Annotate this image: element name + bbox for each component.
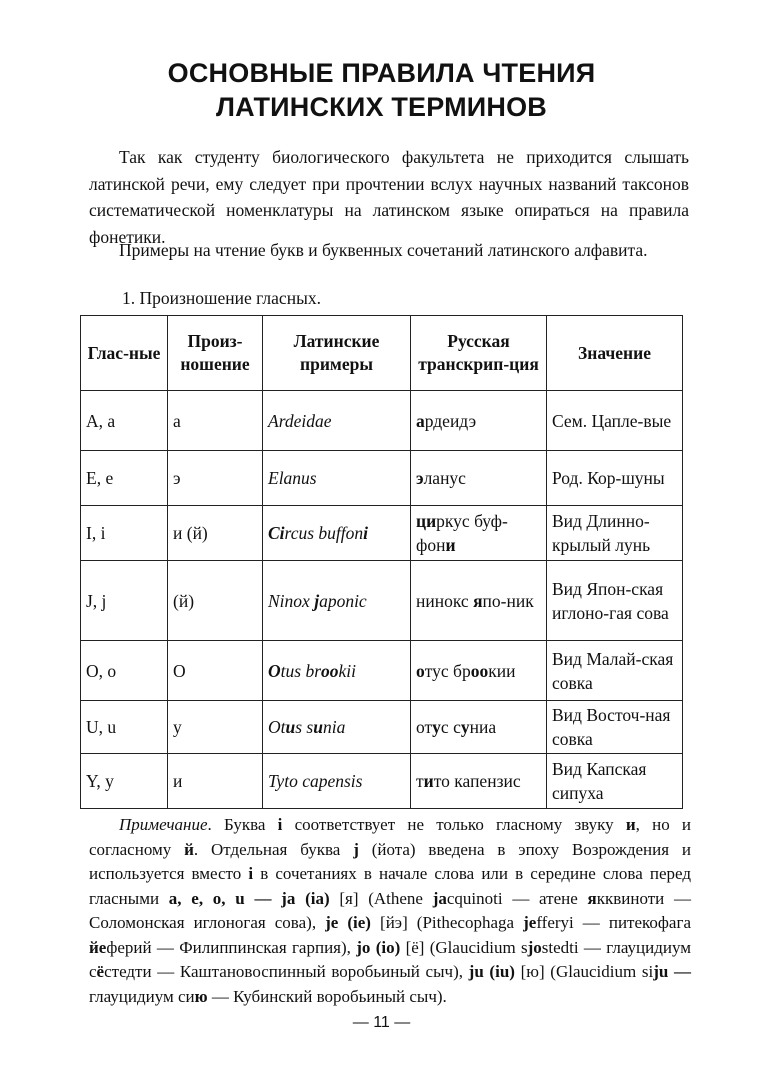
header-meaning: Значение	[547, 316, 683, 391]
meaning-cell: Вид Длинно-крылый лунь	[547, 506, 683, 561]
vowel-cell: A, a	[81, 391, 168, 451]
table-row	[81, 391, 683, 451]
latin-segment: s s	[295, 717, 314, 737]
latin-segment: aponic	[319, 590, 367, 611]
transcription-segment: ци	[416, 511, 437, 531]
note-segment: . Отдельная буква	[193, 839, 354, 859]
note-segment: Примечание	[119, 815, 208, 834]
table-row	[81, 701, 683, 754]
table-row	[81, 451, 683, 506]
meaning-cell: Вид Япон-ская иглоно-гая сова	[547, 561, 683, 641]
latin-example-cell	[263, 701, 411, 754]
meaning-cell: Вид Капская сипуха	[547, 754, 683, 809]
latin-segment: Ninox	[268, 590, 315, 611]
note-segment: й	[184, 839, 194, 859]
note-segment: ju —	[653, 962, 691, 981]
page-title	[0, 56, 763, 124]
header-transcription: Русская транскрип-ция	[411, 316, 547, 391]
note-segment: a, e, o, u — ja (ia)	[168, 888, 330, 908]
note-segment: ja	[432, 888, 447, 908]
latin-segment: O	[268, 660, 281, 681]
transcription-segment: рдеидэ	[424, 410, 477, 431]
table-header-row	[81, 316, 683, 391]
note-segment: stedti — глауцидиум с	[89, 937, 691, 981]
latin-example-cell	[263, 561, 411, 641]
transcription-segment: о	[416, 660, 425, 681]
latin-segment: i	[363, 523, 369, 543]
note-segment: . Буква	[207, 815, 278, 834]
note-segment: [ё] (Glaucidium s	[400, 937, 528, 957]
latin-segment: Ci	[268, 523, 285, 543]
transcription-cell	[411, 451, 547, 506]
note-segment: йе	[89, 937, 107, 957]
latin-segment: oo	[321, 660, 339, 681]
header-pronunciation: Произ-ношение	[168, 316, 263, 391]
title-line-2: ЛАТИНСКИХ ТЕРМИНОВ	[215, 92, 548, 122]
pronunciation-cell: и	[168, 754, 263, 809]
note-segment: [йэ] (Pithecophaga	[370, 913, 524, 932]
latin-example-cell	[263, 754, 411, 809]
pronunciation-cell: (й)	[168, 561, 263, 641]
note-segment: [ю] (Glaucidium si	[514, 962, 654, 981]
note-segment: и	[625, 815, 636, 834]
note-segment: , но и согласному	[89, 815, 692, 859]
latin-example-cell	[263, 506, 411, 561]
note-segment: (йота) введена в эпоху Возрождения и используется вместо	[89, 839, 691, 883]
latin-segment: nia	[322, 717, 346, 737]
transcription-segment: ниа	[469, 717, 497, 737]
latin-example-cell	[263, 391, 411, 451]
note-segment: ю	[194, 986, 208, 1006]
note-segment: [я] (Athene	[329, 888, 433, 908]
meaning-cell: Вид Восточ-ная совка	[547, 701, 683, 754]
transcription-cell	[411, 754, 547, 809]
examples-paragraph: Примеры на чтение букв и буквенных сочетаний латинского алфавита.	[119, 240, 648, 260]
transcription-cell	[411, 506, 547, 561]
note-segment: я	[587, 888, 597, 908]
pronunciation-cell: О	[168, 641, 263, 701]
note-paragraph	[89, 813, 691, 1009]
table-row	[81, 506, 683, 561]
transcription-segment: тус бр	[424, 660, 471, 681]
table-row	[81, 754, 683, 809]
pronunciation-cell: у	[168, 701, 263, 754]
header-vowels: Глас-ные	[81, 316, 168, 391]
transcription-segment: нинокс	[416, 590, 474, 611]
latin-example-cell	[263, 641, 411, 701]
note-segment: ё	[96, 962, 105, 981]
transcription-segment: т	[416, 771, 424, 791]
note-segment: jo (io)	[356, 937, 401, 957]
table-row	[81, 641, 683, 701]
header-latin-examples: Латинские примеры	[263, 316, 411, 391]
vowel-cell: U, u	[81, 701, 168, 754]
page-number: — 11 —	[352, 1014, 411, 1031]
transcription-cell	[411, 391, 547, 451]
transcription-segment: с с	[440, 717, 461, 737]
meaning-cell: Вид Малай-ская совка	[547, 641, 683, 701]
transcription-segment: я	[473, 590, 483, 611]
note-segment: je (ie)	[325, 913, 371, 932]
note-segment: стедти — Каштановоспинный воробьиный сыч),	[104, 962, 469, 981]
latin-segment: Ardeidae	[268, 410, 332, 431]
note-segment: je	[523, 913, 537, 932]
vowel-cell: E, e	[81, 451, 168, 506]
meaning-cell: Род. Кор-шуны	[547, 451, 683, 506]
note-segment: i	[248, 864, 254, 883]
pronunciation-cell: и (й)	[168, 506, 263, 561]
note-segment: в сочетаниях в начале слова или в середине слова перед гласными	[89, 864, 691, 908]
table-row	[81, 561, 683, 641]
meaning-cell: Сем. Цапле-вые	[547, 391, 683, 451]
pronunciation-cell: э	[168, 451, 263, 506]
transcription-segment: кии	[488, 660, 516, 681]
vowel-cell: O, o	[81, 641, 168, 701]
note-segment: fferyi — питекофага	[536, 913, 691, 932]
latin-segment: kii	[338, 660, 356, 681]
transcription-segment: у	[460, 717, 470, 737]
transcription-cell	[411, 641, 547, 701]
latin-segment: rcus buffon	[284, 523, 364, 543]
latin-segment: u	[285, 717, 296, 737]
transcription-segment: по-ник	[482, 590, 534, 611]
transcription-segment: и	[423, 771, 434, 791]
latin-example-cell	[263, 451, 411, 506]
transcription-segment: ркус буф-фон	[416, 511, 508, 555]
note-segment: глауцидиум си	[89, 986, 195, 1006]
pronunciation-cell: а	[168, 391, 263, 451]
transcription-segment: оо	[470, 660, 489, 681]
latin-segment: Elanus	[268, 468, 317, 488]
section-heading: 1. Произношение гласных.	[122, 288, 321, 308]
transcription-segment: то капензис	[433, 771, 521, 791]
note-segment: соответствует не только гласному звуку	[282, 815, 626, 834]
note-segment: i	[277, 815, 283, 834]
title-line-1: ОСНОВНЫЕ ПРАВИЛА ЧТЕНИЯ	[167, 58, 596, 88]
transcription-segment: и	[445, 535, 456, 555]
note-segment: ферий — Филиппинская гарпия),	[106, 937, 357, 957]
transcription-cell	[411, 561, 547, 641]
note-segment: — Кубинский воробьиный сыч).	[207, 986, 447, 1006]
vowel-cell: J, j	[81, 561, 168, 641]
note-segment: кквиноти — Соломонская иглоногая сова),	[89, 888, 691, 932]
transcription-segment: а	[416, 410, 425, 431]
latin-segment: u	[313, 717, 323, 737]
transcription-segment: у	[432, 717, 441, 737]
note-segment: cquinoti — атене	[446, 888, 588, 908]
intro-paragraph: Так как студенту биологического факультета не приходится слышать латинской речи, ему следует при прочтении вслух научных названий таксонов систематической номенклатуры на латинском языке опираться на правила фонетики.	[89, 147, 689, 247]
latin-segment: Tyto capensis	[268, 771, 363, 791]
latin-segment: j	[314, 590, 320, 611]
vowels-table	[80, 315, 683, 809]
note-segment: ju (iu)	[468, 962, 515, 981]
latin-segment: Ot	[268, 717, 286, 737]
vowel-cell: I, i	[81, 506, 168, 561]
note-segment: jo	[527, 937, 542, 957]
transcription-segment: от	[416, 717, 433, 737]
transcription-segment: ланус	[423, 468, 466, 488]
vowel-cell: Y, y	[81, 754, 168, 809]
transcription-segment: э	[416, 468, 424, 488]
transcription-cell	[411, 701, 547, 754]
note-segment: j	[353, 839, 359, 859]
latin-segment: tus br	[280, 660, 321, 681]
